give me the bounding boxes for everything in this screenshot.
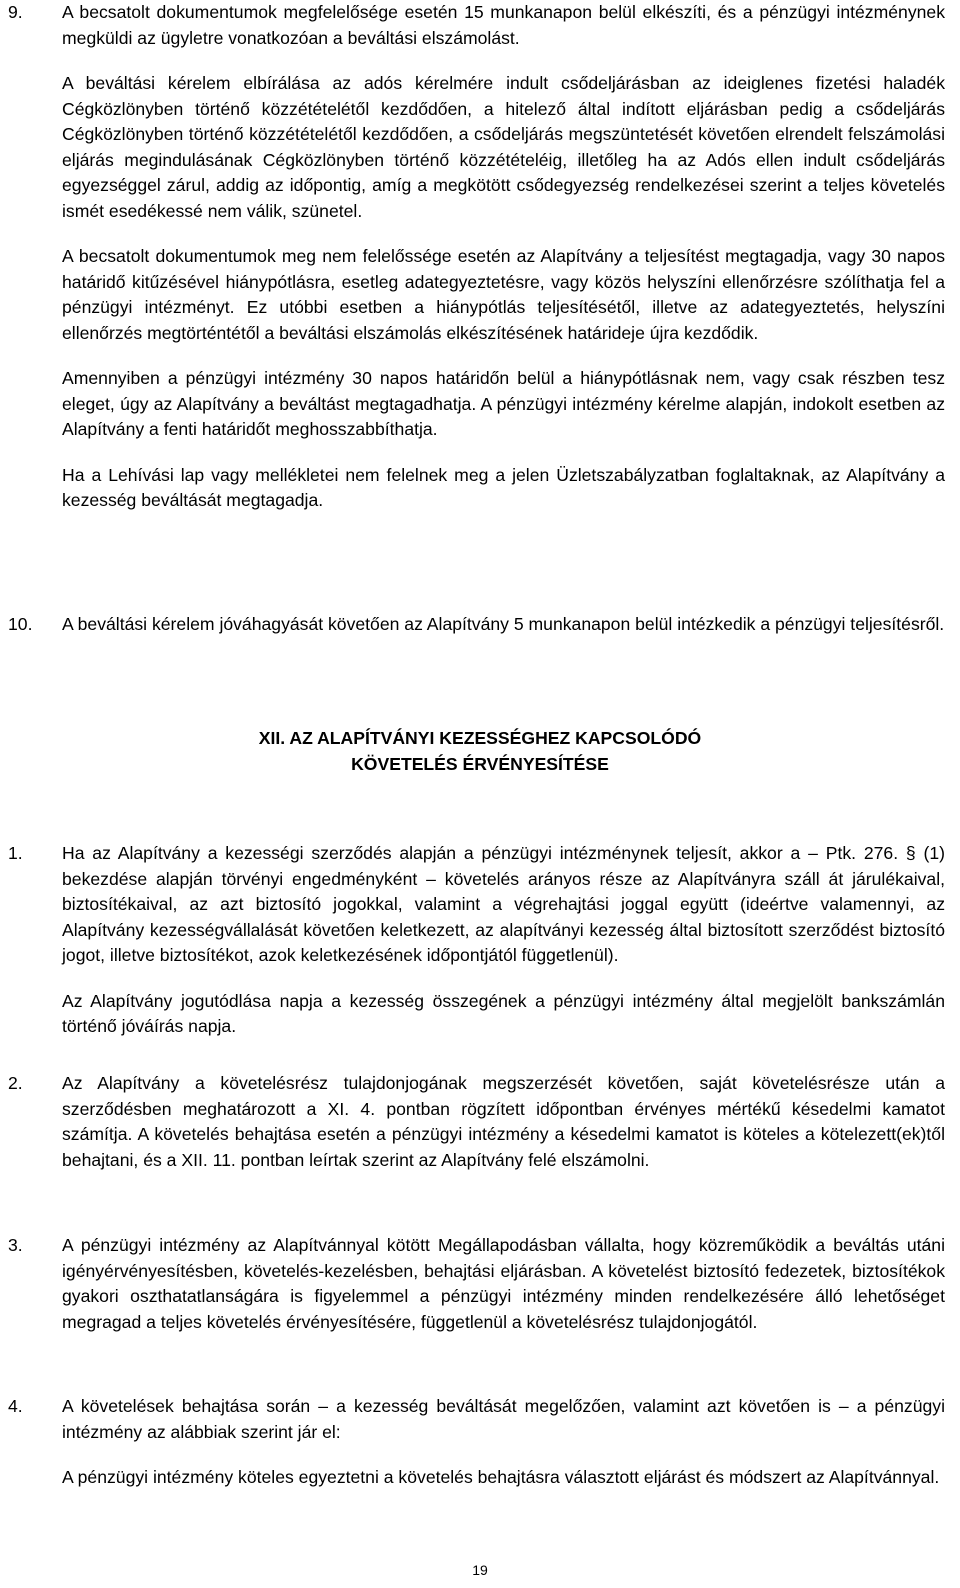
item-number: 9. [8, 2, 23, 22]
paragraph: Az Alapítvány jogutódlása napja a kezesség összegének a pénzügyi intézmény által megjelölt bankszámlán történő jóváírás napja. [62, 990, 945, 1036]
section-item-3 [8, 1233, 945, 1335]
paragraph: Amennyiben a pénzügyi intézmény 30 napos határidőn belül a hiánypótlásnak nem, vagy csak részben tesz eleget, úgy az Alapítvány a beváltást megtagadhatja. A pénzügyi intézmény kérelme alapján, indokolt esetben az Alapítvány a fenti határidőt meghosszabbíthatja. [62, 368, 945, 439]
item-content [62, 841, 945, 1040]
section-heading [0, 725, 960, 777]
section-item-1 [8, 841, 945, 1040]
section-item-2 [8, 1071, 945, 1173]
paragraph: A követelések behajtása során – a kezesség beváltását megelőzően, valamint azt követően is – a pénzügyi intézmény az alábbiak szerint jár el: [62, 1396, 945, 1442]
paragraph: A becsatolt dokumentumok meg nem felelőssége esetén az Alapítvány a teljesítést megtagadja, vagy 30 napos határidő kitűzésével hiánypótlásra, esetleg adategyeztetésre, vagy közös helyszíni ellenőrzésre szólíthatja fel a pénzügyi intézményt. Ez utóbbi esetben a hiánypótlás teljesítésétől, illetve az adategyeztetés, helyszíni ellenőrzés megtörténtétől a beváltási elszámolás elkészítésének határideje újra kezdődik. [62, 246, 945, 343]
item-content [62, 1394, 945, 1491]
section-heading-line: XII. AZ ALAPÍTVÁNYI KEZESSÉGHEZ KAPCSOLÓDÓ [258, 728, 702, 748]
paragraph: A beváltási kérelem jóváhagyását követően az Alapítvány 5 munkanapon belül intézkedik a pénzügyi teljesítésről. [62, 614, 945, 634]
paragraph: A beváltási kérelem elbírálása az adós kérelmére indult csődeljárásban az ideiglenes fizetési haladék Cégközlönyben történő közzétételétől kezdődően, a hitelező által indított eljárásban pedig a csődeljárás Cégközlönyben történő közzétételétől kezdődően, a csődeljárás megszüntetését követően elrendelt felszámolási eljárás megindulásának Cégközlönyben történő közzétételéig, illetőleg ha az Adós ellen indult csődeljárás egyezséggel zárul, addig az időpontig, amíg a megkötött csődegyezség rendelkezései szerint a teljes követelés ismét esedékessé nem válik, szünetel. [62, 73, 945, 221]
paragraph: Ha az Alapítvány a kezességi szerződés alapján a pénzügyi intézménynek teljesít, akkor a – Ptk. 276. § (1) bekezdése alapján törvényi engedményként – követelés arányos része az Alapítványra száll át járulékaival, biztosítékaival, az azt biztosító jogokkal, valamint a végrehajtási joggal együtt (ideértve valamennyi, az Alapítvány kezességvállalását követően keletkezett, az alapítványi kezesség által biztosított szerződést biztosító jogot, illetve biztosítékot, azok keletkezésének időpontjától függetlenül). [62, 843, 945, 965]
paragraph: Az Alapítvány a követelésrész tulajdonjogának megszerzését követően, saját követelésrésze után a szerződésben meghatározott a XI. 4. pontban rögzített időpontban érvényes mértékű késedelmi kamatot számítja. A követelés behajtása esetén a pénzügyi intézmény a késedelmi kamatot is köteles a kötelezett(ek)től behajtani, és a XII. 11. pontban leírtak szerint az Alapítvány felé elszámolni. [62, 1073, 945, 1170]
paragraph: A pénzügyi intézmény köteles egyeztetni a követelés behajtásra választott eljárást és módszert az Alapítvánnyal. [62, 1467, 940, 1487]
item-9 [8, 0, 945, 514]
section-heading-line: KÖVETELÉS ÉRVÉNYESÍTÉSE [351, 754, 609, 774]
item-content [62, 1071, 945, 1173]
paragraph: A pénzügyi intézmény az Alapítvánnyal kötött Megállapodásban vállalta, hogy közreműködik a beváltás utáni igényérvényesítésben, követelés-kezelésben, behajtási eljárásban. A követelést biztosító fedezetek, biztosítékok gyakori oszthatatlanságára is figyelemmel a pénzügyi intézmény minden rendelkezésére álló lehetőséget megragad a teljes követelés érvényesítésére, függetlenül a követelésrész tulajdonjogától. [62, 1235, 945, 1332]
item-number: 10. [8, 614, 33, 634]
item-number: 4. [8, 1396, 23, 1416]
item-number: 3. [8, 1235, 23, 1255]
paragraph: A becsatolt dokumentumok megfelelősége esetén 15 munkanapon belül elkészíti, és a pénzügyi intézménynek megküldi az ügyletre vonatkozóan a beváltási elszámolást. [62, 2, 945, 48]
item-content [62, 0, 945, 514]
page-number: 19 [472, 1562, 488, 1578]
item-content [62, 1233, 945, 1335]
item-number: 1. [8, 843, 23, 863]
item-10 [8, 612, 945, 638]
item-number: 2. [8, 1073, 23, 1093]
item-content [62, 612, 945, 638]
paragraph: Ha a Lehívási lap vagy mellékletei nem felelnek meg a jelen Üzletszabályzatban foglaltaknak, az Alapítvány a kezesség beváltását megtagadja. [62, 464, 945, 510]
section-item-4 [8, 1394, 945, 1491]
